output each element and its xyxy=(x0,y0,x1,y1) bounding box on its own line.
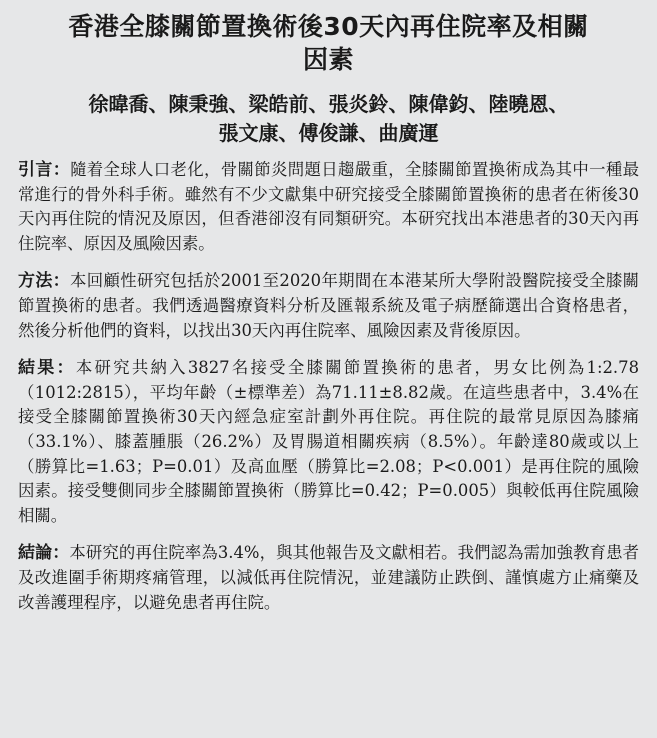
author-list-line-2: 張文康、傅俊謙、曲廣運 xyxy=(218,121,439,145)
conclusion-heading: 結論： xyxy=(18,543,70,564)
author-list-line-1: 徐暐喬、陳秉強、梁皓前、張炎鈴、陳偉鈞、陸曉恩、 xyxy=(88,92,569,116)
methods-section xyxy=(18,269,639,343)
results-text: 本研究共納入3827名接受全膝關節置換術的患者，男女比例為1:2.78（1012:2815），平均年齡（±標準差）為71.11±8.82歲。在這些患者中，3.4%在接受全膝關節置換術30天內經急症室計劃外再住院。再住院的最常見原因為膝痛（33.1%）、膝蓋腫脹（26.2%）及胃腸道相關疾病（8.5%）。年齡達80歲或以上（勝算比=1.63；P=0.01）及高血壓（勝算比=2.08；P<0.001）是再住院的風險因素。接受雙側同步全膝關節置換術（勝算比=0.42；P=0.005）與較低再住院風險相關。 xyxy=(18,358,639,525)
author-list xyxy=(18,90,639,148)
introduction-text: 隨着全球人口老化，骨關節炎問題日趨嚴重，全膝關節置換術成為其中一種最常進行的骨外科手術。雖然有不少文獻集中研究接受全膝關節置換術的患者在術後30天內再住院的情況及原因，但香港卻沒有同類研究。本研究找出本港患者的30天內再住院率、原因及風險因素。 xyxy=(18,160,640,253)
results-section xyxy=(18,356,639,528)
introduction-heading: 引言： xyxy=(18,160,71,180)
methods-heading: 方法： xyxy=(18,271,71,292)
conclusion-section xyxy=(18,541,639,615)
methods-text: 本回顧性研究包括於2001至2020年期間在本港某所大學附設醫院接受全膝關節置換術的患者。我們透過醫療資料分析及匯報系統及電子病歷篩選出合資格患者，然後分析他們的資料，以找出30天內再住院率、風險因素及背後原因。 xyxy=(18,271,639,340)
article-title xyxy=(18,10,639,76)
conclusion-text: 本研究的再住院率為3.4%，與其他報告及文獻相若。我們認為需加強教育患者及改進圍手術期疼痛管理，以減低再住院情況，並建議防止跌倒、謹慎處方止痛藥及改善護理程序，以避免患者再住院。 xyxy=(18,543,640,612)
results-heading: 結果： xyxy=(18,358,76,379)
article-title-line-2: 因素 xyxy=(302,45,354,74)
article-title-line-1: 香港全膝關節置換術後30天內再住院率及相關 xyxy=(68,12,589,41)
introduction-section xyxy=(18,158,639,256)
